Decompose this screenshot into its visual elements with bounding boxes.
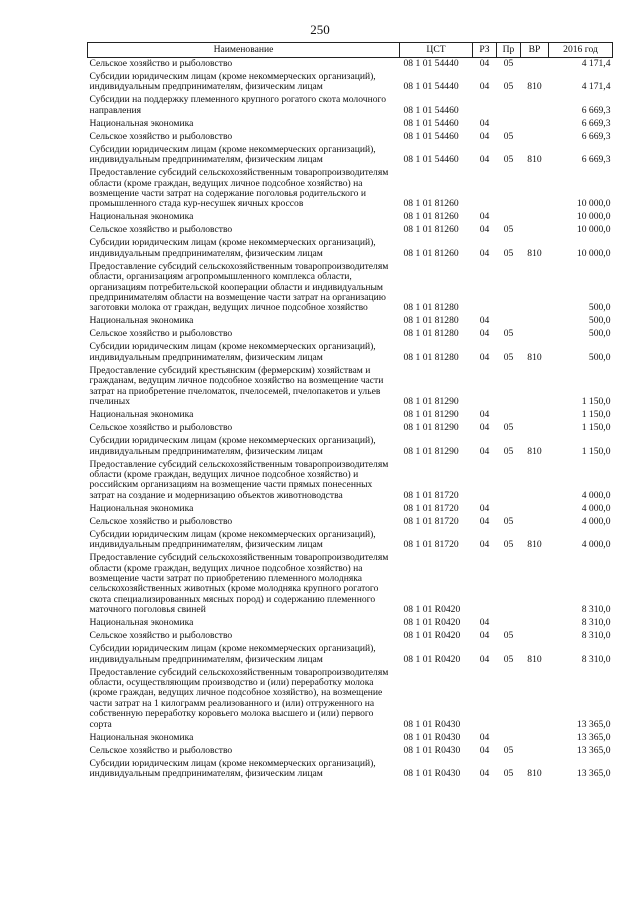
cell-pr [497, 118, 521, 131]
cell-pr [497, 94, 521, 117]
table-row [88, 409, 613, 422]
cell-vr [521, 261, 549, 316]
header-pr: Пр [497, 43, 521, 58]
cell-rz: 04 [479, 247, 490, 259]
cell-vr [521, 552, 549, 617]
header-vr: ВР [521, 43, 549, 58]
cell-vr [521, 315, 549, 328]
table-row [88, 643, 613, 666]
cell-pr [497, 261, 521, 316]
table-row [88, 516, 613, 529]
cell-rz [473, 167, 497, 211]
cell-pr: 05 [503, 422, 514, 434]
cell-rz: 04 [479, 515, 490, 527]
cell-csr: 08 1 01 81280 [403, 351, 459, 363]
table-row [88, 365, 613, 409]
cell-csr: 08 1 01 R0430 [403, 768, 461, 779]
cell-pr [497, 315, 521, 328]
cell-pr: 05 [503, 58, 514, 69]
cell-amount: 1 150,0 [581, 422, 611, 434]
cell-name: Сельское хозяйство и рыболовство [89, 328, 233, 340]
cell-rz: 04 [479, 154, 490, 166]
cell-pr: 05 [503, 744, 514, 756]
table-row [88, 503, 613, 516]
cell-pr: 05 [503, 630, 514, 642]
table-row [88, 617, 613, 630]
cell-amount: 8 310,0 [581, 653, 611, 665]
cell-pr: 05 [503, 768, 514, 779]
cell-amount: 500,0 [588, 302, 611, 314]
cell-rz: 04 [479, 224, 490, 236]
table-row [88, 459, 613, 503]
cell-vr [521, 516, 549, 529]
cell-name: Предоставление субсидий сельскохозяйственным товаропроизводителям области, организациям агропромышленного комплекса области, организациям потребительской кооперации области и индивидуальным предпринимателям области на возмещение части затрат на организацию заготовки молока от граждан, ведущих личное подсобное хозяйство [89, 260, 389, 314]
cell-name: Сельское хозяйство и рыболовство [89, 515, 233, 527]
cell-csr: 08 1 01 54440 [403, 81, 459, 93]
cell-rz: 04 [479, 130, 490, 142]
cell-vr [521, 630, 549, 643]
table-row [88, 422, 613, 435]
cell-name: Субсидии юридическим лицам (кроме некоммерческих организаций), индивидуальным предпринимателям, физическим лицам [89, 71, 376, 93]
cell-csr: 08 1 01 81260 [403, 211, 459, 223]
cell-vr [521, 503, 549, 516]
cell-name: Субсидии юридическим лицам (кроме некоммерческих организаций), индивидуальным предпринимателям, физическим лицам [89, 237, 376, 259]
cell-csr: 08 1 01 81720 [403, 489, 459, 501]
cell-csr: 08 1 01 81720 [403, 539, 459, 551]
table-row [88, 667, 613, 732]
cell-rz: 04 [479, 409, 490, 421]
cell-vr [521, 131, 549, 144]
header-rz: РЗ [473, 43, 497, 58]
table-row [88, 261, 613, 316]
cell-vr: 810 [527, 445, 542, 457]
cell-name: Предоставление субсидий крестьянским (фермерским) хозяйствам и гражданам, ведущим личное подсобное хозяйство на возмещение части затрат на приобретение пчеломаток, пчелосемей, пчелопакетов и ульев пчелиных [89, 364, 384, 408]
cell-rz: 04 [479, 445, 490, 457]
cell-pr: 05 [503, 81, 514, 93]
cell-amount: 1 150,0 [581, 396, 611, 408]
cell-vr [521, 328, 549, 341]
table-header-row [88, 43, 613, 58]
cell-name: Предоставление субсидий сельскохозяйственным товаропроизводителям области (кроме граждан, ведущих личное подсобное хозяйство) на возмещение части затрат по приобретению племенного молодняка сельскохозяйственных животных (кроме молодняка крупного рогатого скота специализированных мясных пород) и содержанию племенного маточного поголовья свиней [89, 552, 389, 616]
table-row [88, 435, 613, 458]
cell-name: Субсидии юридическим лицам (кроме некоммерческих организаций), индивидуальным предпринимателям, физическим лицам [89, 143, 376, 166]
cell-csr: 08 1 01 R0420 [403, 630, 461, 642]
cell-vr [521, 211, 549, 224]
cell-name: Субсидии юридическим лицам (кроме некоммерческих организаций), индивидуальным предпринимателям, физическим лицам [89, 757, 376, 779]
cell-name: Субсидии юридическим лицам (кроме некоммерческих организаций), индивидуальным предпринимателям, физическим лицам [89, 435, 376, 457]
header-amount: 2016 год [549, 43, 613, 58]
cell-rz: 04 [479, 731, 490, 743]
table-row [88, 529, 613, 552]
cell-vr [521, 667, 549, 732]
cell-amount: 500,0 [588, 315, 611, 327]
cell-amount: 6 669,3 [581, 104, 611, 116]
cell-pr: 05 [503, 515, 514, 527]
cell-csr: 08 1 01 81280 [403, 315, 459, 327]
cell-name: Субсидии юридическим лицам (кроме некоммерческих организаций), индивидуальным предпринимателям, физическим лицам [89, 528, 376, 551]
cell-amount: 10 000,0 [576, 198, 611, 210]
page-number: 250 [310, 22, 330, 37]
cell-pr: 05 [503, 653, 514, 665]
table-row [88, 144, 613, 167]
cell-csr: 08 1 01 81280 [403, 328, 459, 340]
cell-vr: 810 [527, 539, 542, 551]
cell-amount: 4 171,4 [581, 58, 611, 69]
cell-pr: 05 [503, 130, 514, 142]
cell-pr [497, 211, 521, 224]
cell-pr [497, 409, 521, 422]
cell-rz [473, 94, 497, 117]
cell-vr [521, 745, 549, 758]
cell-csr: 08 1 01 R0420 [403, 617, 461, 629]
cell-amount: 13 365,0 [576, 731, 611, 743]
table-row [88, 745, 613, 758]
table-row [88, 167, 613, 211]
table-row [88, 224, 613, 237]
cell-pr [497, 365, 521, 409]
cell-name: Субсидии на поддержку племенного крупного рогатого скота молочного направления [89, 94, 387, 116]
table-row [88, 315, 613, 328]
cell-vr: 810 [527, 351, 542, 363]
cell-rz: 04 [479, 422, 490, 434]
cell-name: Субсидии юридическим лицам (кроме некоммерческих организаций), индивидуальным предпринимателям, физическим лицам [89, 341, 376, 363]
cell-pr: 05 [503, 224, 514, 236]
cell-vr [521, 732, 549, 745]
cell-name: Сельское хозяйство и рыболовство [89, 130, 233, 142]
table-row [88, 630, 613, 643]
cell-vr [521, 224, 549, 237]
cell-pr [497, 459, 521, 503]
cell-amount: 13 365,0 [576, 744, 611, 756]
cell-pr: 05 [503, 445, 514, 457]
cell-rz: 04 [479, 617, 490, 629]
cell-pr: 05 [503, 351, 514, 363]
cell-vr [521, 118, 549, 131]
cell-vr: 810 [527, 768, 542, 779]
cell-csr: 08 1 01 R0430 [403, 744, 461, 756]
cell-vr [521, 167, 549, 211]
cell-name: Субсидии юридическим лицам (кроме некоммерческих организаций), индивидуальным предпринимателям, физическим лицам [89, 643, 376, 665]
cell-csr: 08 1 01 R0430 [403, 731, 461, 743]
table-row [88, 732, 613, 745]
cell-name: Предоставление субсидий сельскохозяйственным товаропроизводителям области (кроме граждан, ведущих личное подсобное хозяйство) на возмещение части затрат на содержание поголовья родительского и промышленного стада кур-несушек яичных кроссов [89, 167, 389, 210]
cell-rz: 04 [479, 315, 490, 327]
cell-amount: 4 000,0 [581, 539, 611, 551]
cell-csr: 08 1 01 81290 [403, 422, 459, 434]
cell-pr [497, 667, 521, 732]
cell-rz: 04 [479, 502, 490, 514]
cell-csr: 08 1 01 R0420 [403, 604, 461, 616]
cell-vr [521, 459, 549, 503]
cell-csr: 08 1 01 54440 [403, 58, 459, 69]
header-name: Наименование [88, 43, 400, 58]
table-row [88, 211, 613, 224]
cell-csr: 08 1 01 81720 [403, 502, 459, 514]
cell-csr: 08 1 01 81290 [403, 445, 459, 457]
cell-name: Национальная экономика [89, 117, 194, 129]
budget-table [87, 42, 613, 781]
cell-vr: 810 [527, 154, 542, 166]
cell-pr: 05 [503, 154, 514, 166]
table-row [88, 328, 613, 341]
cell-amount: 1 150,0 [581, 445, 611, 457]
table-row [88, 552, 613, 617]
cell-name: Предоставление субсидий сельскохозяйственным товаропроизводителям области, осуществляющим производство и (или) переработку молока (кроме граждан, ведущих личное подсобное хозяйство), на возмещение части затрат на 1 килограмм реализованного и (или) отгруженного на собственную переработку коровьего молока высшего и (или) первого сорта [89, 666, 389, 730]
cell-rz: 04 [479, 351, 490, 363]
cell-name: Сельское хозяйство и рыболовство [89, 58, 233, 69]
table-row [88, 94, 613, 117]
cell-name: Национальная экономика [89, 502, 194, 514]
cell-pr: 05 [503, 539, 514, 551]
table-row [88, 341, 613, 364]
cell-pr [497, 732, 521, 745]
cell-amount: 6 669,3 [581, 130, 611, 142]
table-row [88, 131, 613, 144]
cell-amount: 4 171,4 [581, 81, 611, 93]
cell-name: Национальная экономика [89, 211, 194, 223]
header-csr: ЦСТ [400, 43, 473, 58]
cell-amount: 4 000,0 [581, 502, 611, 514]
cell-vr: 810 [527, 247, 542, 259]
cell-rz: 04 [479, 328, 490, 340]
cell-amount: 10 000,0 [576, 247, 611, 259]
table-row [88, 58, 613, 72]
cell-pr [497, 552, 521, 617]
cell-vr [521, 617, 549, 630]
table-row [88, 237, 613, 260]
cell-name: Сельское хозяйство и рыболовство [89, 422, 233, 434]
cell-rz: 04 [479, 81, 490, 93]
cell-amount: 500,0 [588, 328, 611, 340]
table-row [88, 758, 613, 781]
cell-amount: 10 000,0 [576, 211, 611, 223]
cell-amount: 8 310,0 [581, 617, 611, 629]
cell-name: Национальная экономика [89, 617, 194, 629]
cell-rz: 04 [479, 58, 490, 69]
table-row [88, 118, 613, 131]
cell-csr: 08 1 01 R0430 [403, 718, 461, 730]
cell-amount: 4 000,0 [581, 489, 611, 501]
cell-csr: 08 1 01 54460 [403, 104, 459, 116]
cell-csr: 08 1 01 81260 [403, 224, 459, 236]
cell-name: Национальная экономика [89, 731, 194, 743]
cell-name: Сельское хозяйство и рыболовство [89, 630, 233, 642]
cell-amount: 13 365,0 [576, 768, 611, 779]
cell-rz: 04 [479, 768, 490, 779]
cell-name: Предоставление субсидий сельскохозяйственным товаропроизводителям области (кроме граждан, ведущих личное подсобное хозяйство) и российским организациям на возмещение части прямых понесенных затрат на создание и модернизацию объектов животноводства [89, 458, 389, 501]
cell-csr: 08 1 01 54460 [403, 154, 459, 166]
cell-amount: 4 000,0 [581, 515, 611, 527]
cell-rz [473, 459, 497, 503]
cell-amount: 13 365,0 [576, 718, 611, 730]
cell-csr: 08 1 01 81260 [403, 198, 459, 210]
cell-rz [473, 552, 497, 617]
cell-amount: 6 669,3 [581, 117, 611, 129]
cell-amount: 6 669,3 [581, 154, 611, 166]
cell-csr: 08 1 01 54460 [403, 117, 459, 129]
cell-pr: 05 [503, 247, 514, 259]
cell-rz: 04 [479, 744, 490, 756]
cell-amount: 8 310,0 [581, 630, 611, 642]
cell-vr [521, 94, 549, 117]
cell-rz: 04 [479, 117, 490, 129]
table-row [88, 71, 613, 94]
cell-csr: 08 1 01 81290 [403, 409, 459, 421]
cell-amount: 10 000,0 [576, 224, 611, 236]
cell-rz [473, 365, 497, 409]
cell-csr: 08 1 01 81720 [403, 515, 459, 527]
cell-amount: 500,0 [588, 351, 611, 363]
table-body [88, 58, 613, 782]
cell-vr: 810 [527, 653, 542, 665]
cell-csr: 08 1 01 81280 [403, 302, 459, 314]
cell-amount: 1 150,0 [581, 409, 611, 421]
cell-rz: 04 [479, 211, 490, 223]
cell-csr: 08 1 01 81260 [403, 247, 459, 259]
cell-name: Сельское хозяйство и рыболовство [89, 744, 233, 756]
cell-vr [521, 409, 549, 422]
cell-name: Национальная экономика [89, 315, 194, 327]
cell-pr: 05 [503, 328, 514, 340]
cell-rz [473, 667, 497, 732]
cell-name: Национальная экономика [89, 409, 194, 421]
cell-amount: 8 310,0 [581, 604, 611, 616]
cell-pr [497, 503, 521, 516]
cell-vr: 810 [527, 81, 542, 93]
cell-pr [497, 617, 521, 630]
cell-rz: 04 [479, 653, 490, 665]
cell-rz: 04 [479, 539, 490, 551]
cell-vr [521, 422, 549, 435]
cell-vr [521, 58, 549, 72]
cell-csr: 08 1 01 81290 [403, 396, 459, 408]
cell-rz: 04 [479, 630, 490, 642]
cell-vr [521, 365, 549, 409]
cell-csr: 08 1 01 54460 [403, 130, 459, 142]
cell-pr [497, 167, 521, 211]
cell-csr: 08 1 01 R0420 [403, 653, 461, 665]
cell-rz [473, 261, 497, 316]
cell-name: Сельское хозяйство и рыболовство [89, 224, 233, 236]
